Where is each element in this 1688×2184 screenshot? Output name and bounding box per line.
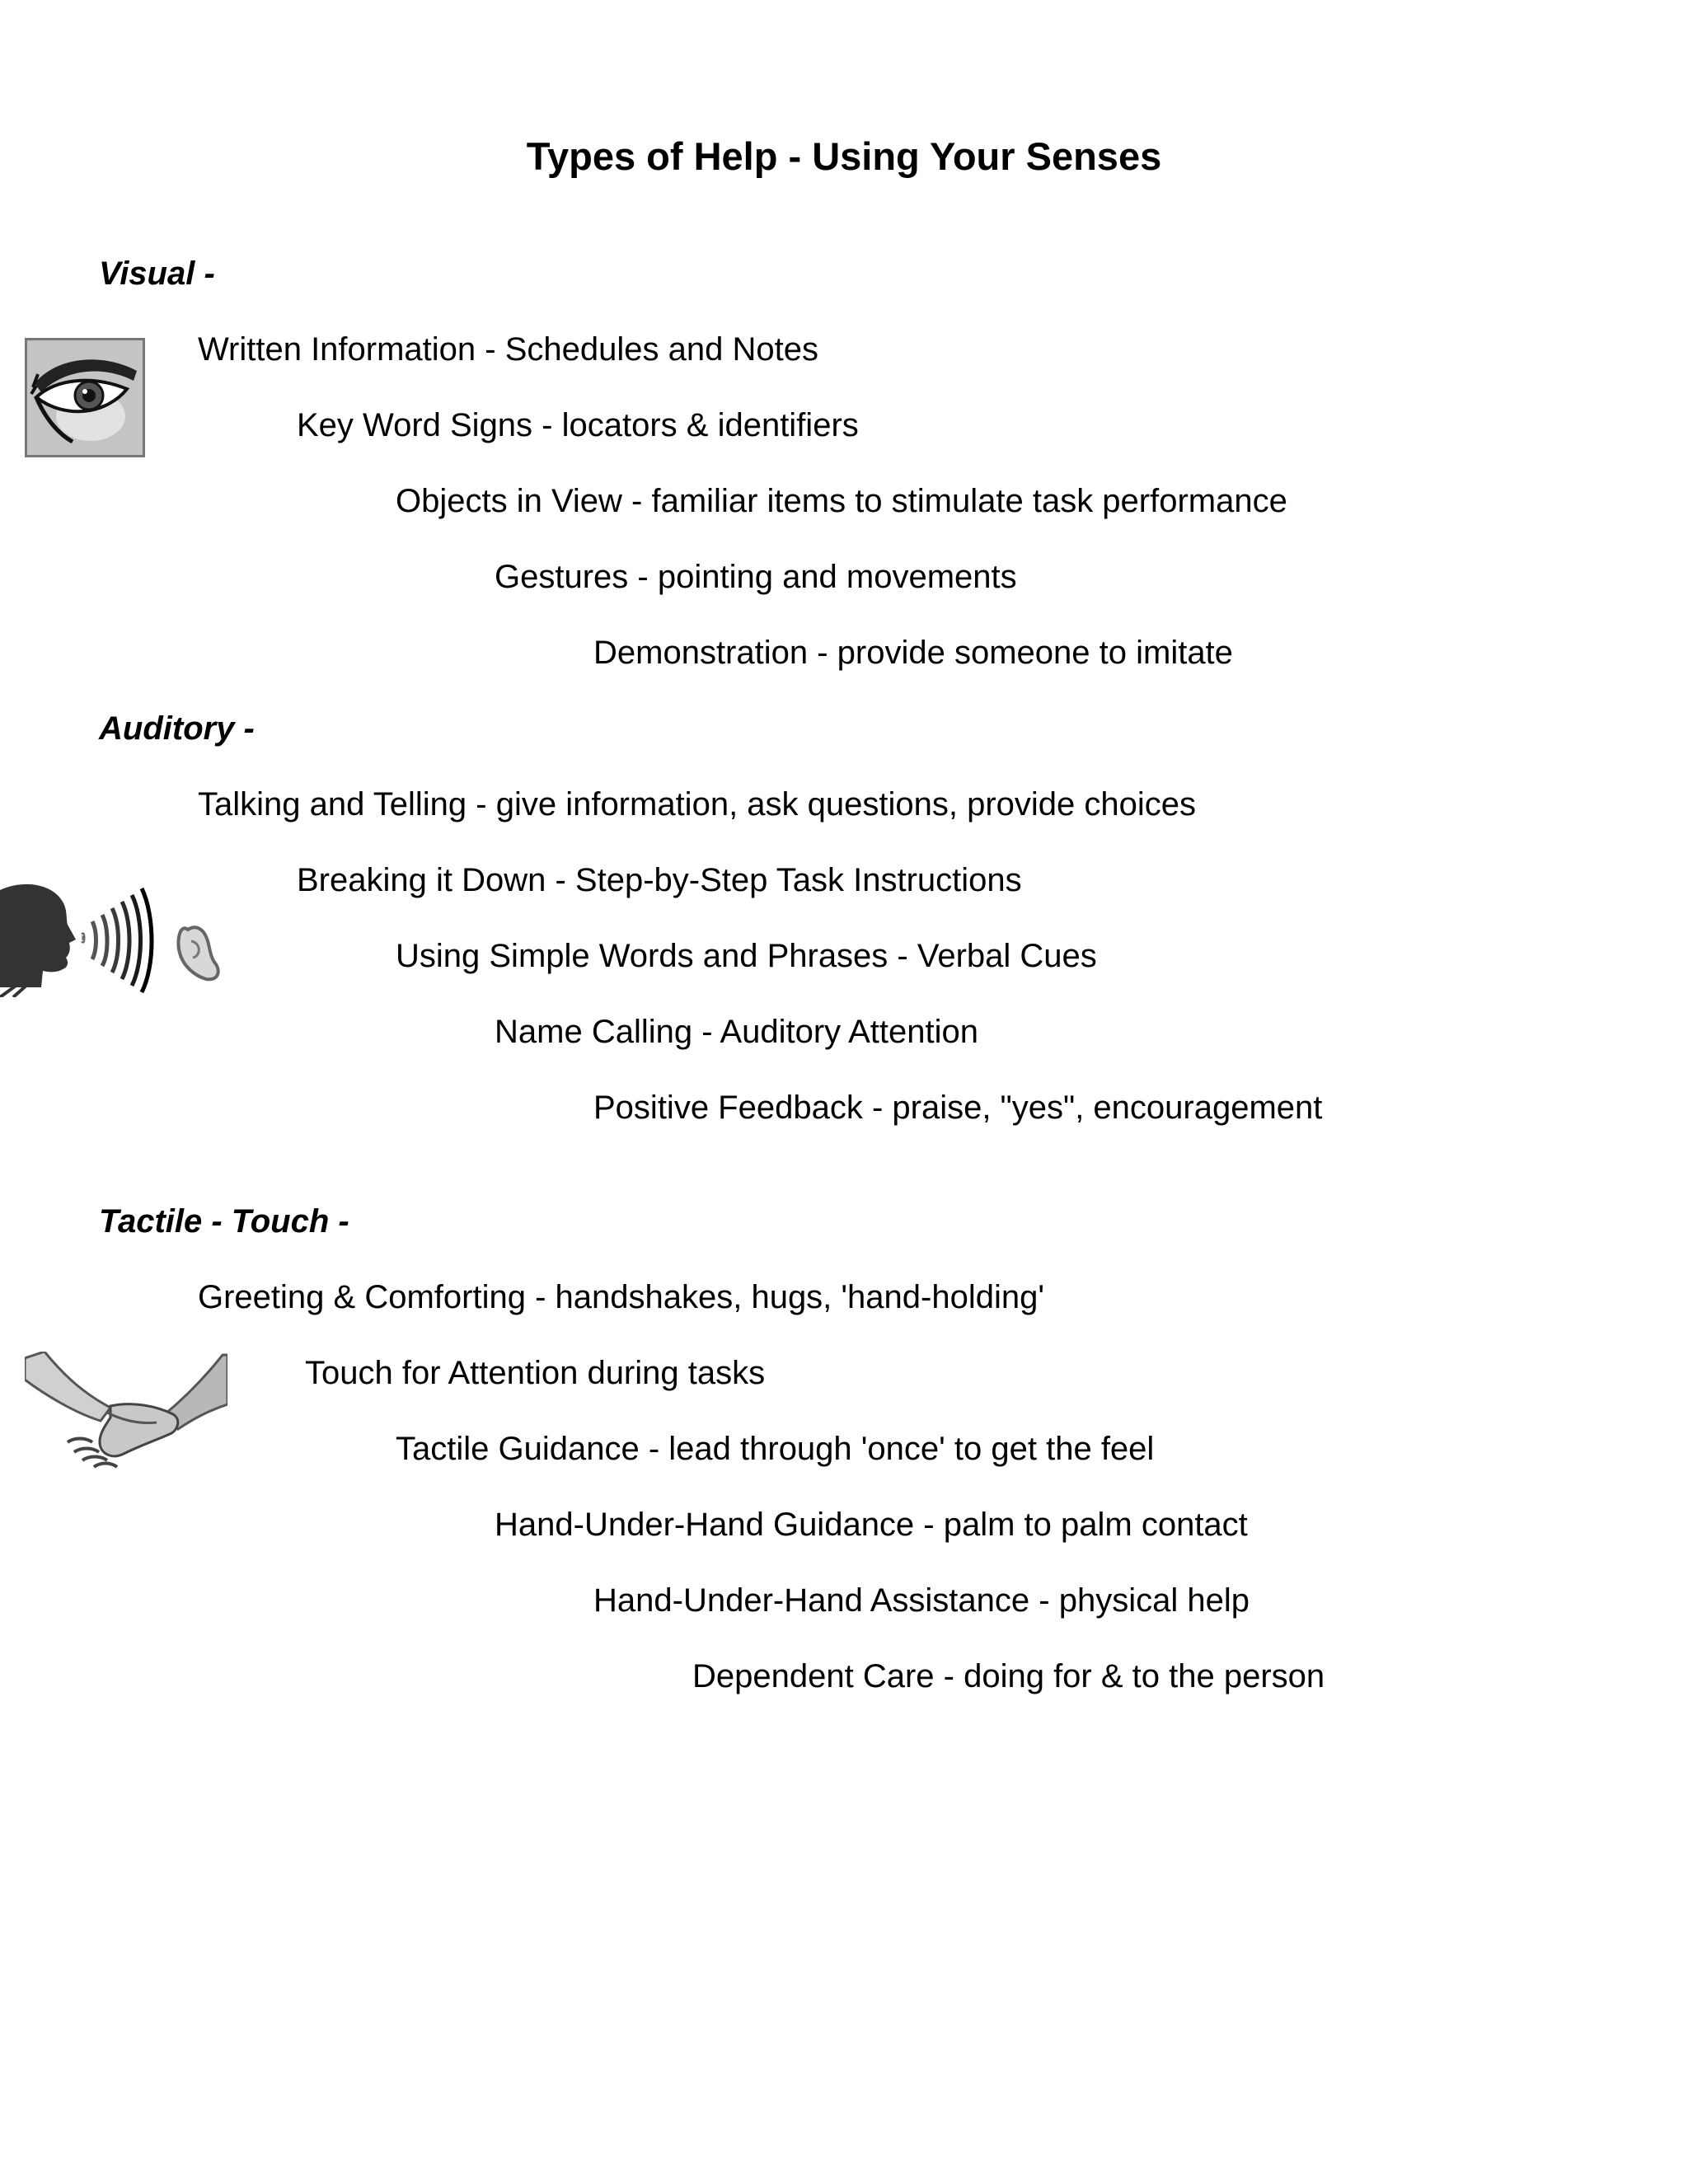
- list-item: Objects in View - familiar items to stimulate task performance: [396, 483, 1287, 519]
- eye-icon: [25, 338, 145, 457]
- section-heading-visual: Visual -: [99, 255, 215, 292]
- list-item: Tactile Guidance - lead through 'once' to get the feel: [396, 1431, 1155, 1467]
- speaking-head-ear-icon: [0, 875, 231, 997]
- list-item: Talking and Telling - give information, ask questions, provide choices: [198, 786, 1197, 823]
- list-item: Touch for Attention during tasks: [305, 1355, 766, 1391]
- list-item: Gestures - pointing and movements: [495, 559, 1017, 595]
- list-item: Greeting & Comforting - handshakes, hugs, 'hand-holding': [198, 1279, 1044, 1315]
- list-item: Using Simple Words and Phrases - Verbal Cues: [396, 938, 1097, 974]
- list-item: Hand-Under-Hand Assistance - physical help: [593, 1582, 1250, 1619]
- list-item: Positive Feedback - praise, "yes", encouragement: [593, 1090, 1323, 1126]
- list-item: Key Word Signs - locators & identifiers: [297, 407, 859, 443]
- page-title: Types of Help - Using Your Senses: [526, 134, 1162, 178]
- section-heading-tactile: Tactile - Touch -: [99, 1203, 349, 1240]
- section-heading-auditory: Auditory -: [99, 710, 255, 747]
- list-item: Demonstration - provide someone to imitate: [593, 635, 1233, 671]
- list-item: Dependent Care - doing for & to the person: [692, 1658, 1325, 1694]
- list-item: Name Calling - Auditory Attention: [495, 1014, 978, 1050]
- handshake-icon: [25, 1352, 227, 1469]
- list-item: Breaking it Down - Step-by-Step Task Instructions: [297, 862, 1022, 898]
- list-item: Hand-Under-Hand Guidance - palm to palm contact: [495, 1507, 1248, 1543]
- list-item: Written Information - Schedules and Notes: [198, 331, 818, 368]
